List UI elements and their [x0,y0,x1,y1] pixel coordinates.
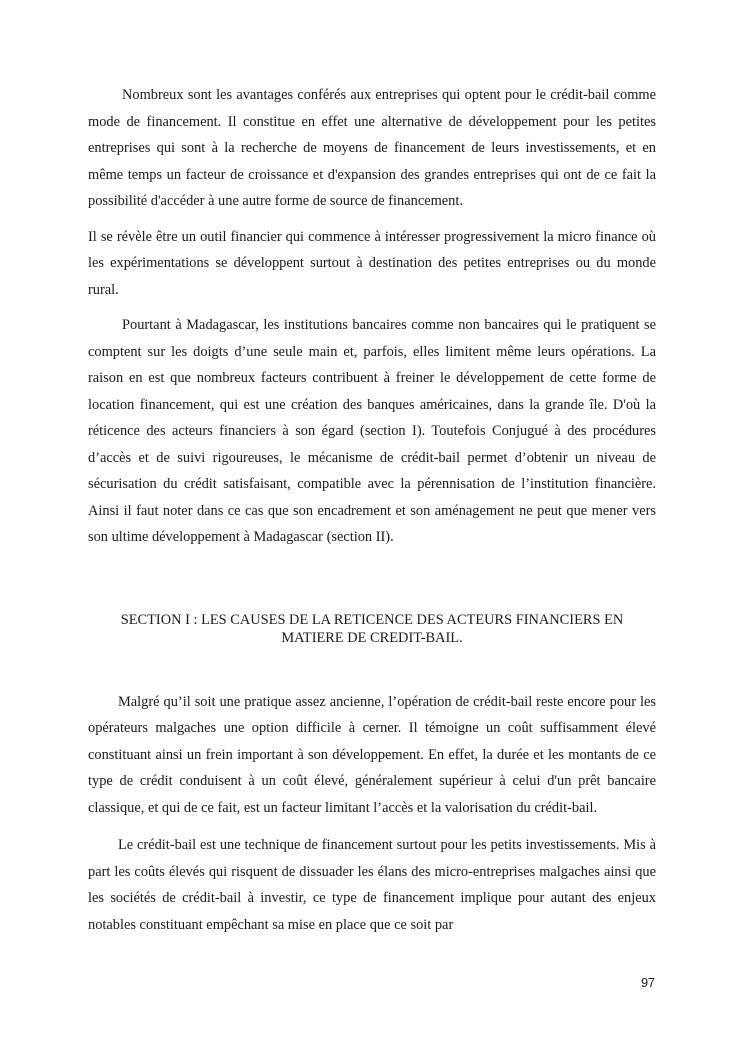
paragraph-section-1: Malgré qu’il soit une pratique assez ancienne, l’opération de crédit-bail reste encore pour les opérateurs malgaches une option difficile à cerner. Il témoigne un coût suffisamment élevé constituant ainsi un frein important à son développement. En effet, la durée et les montants de ce type de crédit conduisent à un coût élevé, généralement supérieur à celui d'un prêt bancaire classique, et qui de ce fait, est un facteur limitant l’accès et la valorisation du crédit-bail. [88,693,656,816]
paragraph-intro-2: Il se révèle être un outil financier qui commence à intéresser progressivement la micro finance où les expérimentations se développent surtout à destination des petites entreprises ou du monde rural. [88,228,656,298]
page-number: 97 [641,976,655,990]
paragraph-intro-3: Pourtant à Madagascar, les institutions bancaires comme non bancaires qui le pratiquent se comptent sur les doigts d’une seule main et, parfois, elles limitent même leurs opérations. La raison en est que nombreux facteurs contribuent à freiner le développement de cette forme de location financement, qui est une création des banques américaines, dans la grande île. D'où la réticence des acteurs financiers à son égard (section I). Toutefois Conjugué à des procédures d’accès et de suivi rigoureuses, le mécanisme de crédit-bail permet d’obtenir un niveau de sécurisation du crédit satisfaisant, compatible avec la pérennisation de l’institution financière. Ainsi il faut noter dans ce cas que son encadrement et son aménagement ne peut que mener vers son ultime développement à Madagascar (section II). [88,317,656,545]
section-heading [88,611,656,647]
paragraph-section-2: Le crédit-bail est une technique de financement surtout pour les petits investissements. Mis à part les coûts élevés qui risquent de dissuader les élans des micro-entreprises malgaches ainsi que les sociétés de crédit-bail à investir, ce type de financement implique pour autant des enjeux notables constituant empêchant sa mise en place que ce soit par [88,837,656,933]
section-heading-line-2: MATIERE DE CREDIT-BAIL. [281,629,463,646]
section-heading-line-1: SECTION I : LES CAUSES DE LA RETICENCE DES ACTEURS FINANCIERS EN [120,611,624,628]
paragraph-intro-1: Nombreux sont les avantages conférés aux entreprises qui optent pour le crédit-bail comme mode de financement. Il constitue en effet une alternative de développement pour les petites entreprises qui sont à la recherche de moyens de financement de leurs investissements, et en même temps un facteur de croissance et d'expansion des grandes entreprises qui ont de ce fait la possibilité d'accéder à une autre forme de source de financement. [88,87,656,209]
document-page [88,82,656,938]
